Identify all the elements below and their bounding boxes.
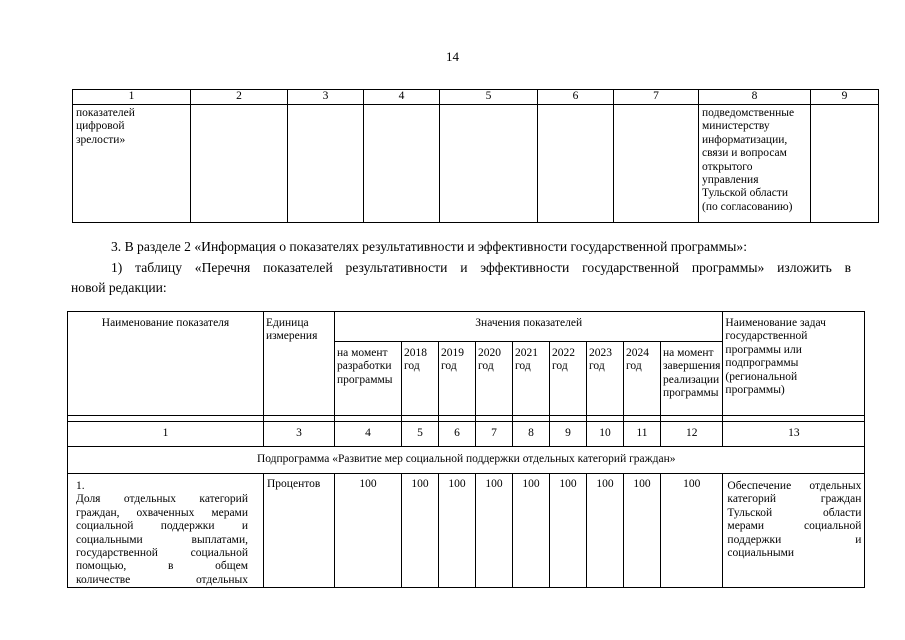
year-header: 2019 год xyxy=(439,342,476,416)
empty-cell xyxy=(364,105,440,223)
empty-cell xyxy=(288,105,364,223)
col-header: 1 xyxy=(73,90,191,105)
year-header: 2018 год xyxy=(402,342,439,416)
year-header: 2024 год xyxy=(624,342,661,416)
executor-cell: подведомственные министерству информатизации, связи и вопросам открытого управления Тульской области (по согласованию) xyxy=(699,105,811,223)
col-number: 6 xyxy=(439,422,476,447)
table-row xyxy=(68,474,865,588)
value-cell: 100 xyxy=(439,474,476,588)
indicator-name-header: Наименование показателя xyxy=(68,312,264,416)
subprogram-title: Подпрограмма «Развитие мер социальной поддержки отдельных категорий граждан» xyxy=(68,447,865,474)
empty-cell xyxy=(614,105,699,223)
value-cell: 100 xyxy=(335,474,402,588)
col-number: 9 xyxy=(550,422,587,447)
col-number: 8 xyxy=(513,422,550,447)
paragraph-item-1: 1) таблицу «Перечня показателей результативности и эффективности государственной программы» изложить в xyxy=(111,260,851,275)
indicator-cell xyxy=(68,474,264,588)
year-header: 2023 год xyxy=(587,342,624,416)
empty-cell xyxy=(811,105,879,223)
value-cell: 100 xyxy=(476,474,513,588)
start-header: на момент разработки программы xyxy=(335,342,402,416)
tasks-header: Наименование задач государственной программы или подпрограммы (региональной программы) xyxy=(723,312,865,416)
indicators-table xyxy=(67,311,865,588)
col-number: 12 xyxy=(661,422,723,447)
value-cell: 100 xyxy=(661,474,723,588)
end-header: на момент завершения реализации программы xyxy=(661,342,723,416)
col-number: 3 xyxy=(264,422,335,447)
unit-cell: Процентов xyxy=(264,474,335,588)
year-header: 2020 год xyxy=(476,342,513,416)
value-cell: 100 xyxy=(587,474,624,588)
continuation-table xyxy=(72,89,879,223)
paragraph-item-1-cont: новой редакции: xyxy=(71,280,167,295)
col-number: 1 xyxy=(68,422,264,447)
empty-cell xyxy=(191,105,288,223)
value-cell: 100 xyxy=(550,474,587,588)
col-header: 3 xyxy=(288,90,364,105)
table-row xyxy=(73,105,879,223)
value-cell: 100 xyxy=(513,474,550,588)
column-numbers-row xyxy=(68,422,865,447)
col-number: 7 xyxy=(476,422,513,447)
header-row xyxy=(68,312,865,342)
year-header: 2021 год xyxy=(513,342,550,416)
indicator-name: Доля отдельных категорий граждан, охваченных мерами социальной поддержки и социальными выплатами, государственной социальной помощью, в общем количестве отдельных xyxy=(76,493,248,586)
col-header: 9 xyxy=(811,90,879,105)
header-row xyxy=(73,90,879,105)
value-cell: 100 xyxy=(624,474,661,588)
page-number: 14 xyxy=(446,49,459,64)
paragraph-section-3: 3. В разделе 2 «Информация о показателях результативности и эффективности государственной программы»: xyxy=(111,239,747,254)
col-number: 5 xyxy=(402,422,439,447)
task-cell: Обеспечение отдельных категорий граждан Тульской области мерами социальной поддержки и социальными xyxy=(723,474,865,588)
col-header: 4 xyxy=(364,90,440,105)
col-header: 5 xyxy=(440,90,538,105)
col-number: 13 xyxy=(723,422,865,447)
col-number: 10 xyxy=(587,422,624,447)
col-header: 7 xyxy=(614,90,699,105)
unit-header: Единица измерения xyxy=(264,312,335,416)
indicator-cell: показателей цифровой зрелости» xyxy=(73,105,191,223)
col-number: 4 xyxy=(335,422,402,447)
row-index: 1. xyxy=(76,480,85,492)
value-cell: 100 xyxy=(402,474,439,588)
empty-cell xyxy=(440,105,538,223)
year-header: 2022 год xyxy=(550,342,587,416)
values-header: Значения показателей xyxy=(335,312,723,342)
subprogram-row xyxy=(68,447,865,474)
empty-cell xyxy=(538,105,614,223)
col-header: 2 xyxy=(191,90,288,105)
col-header: 6 xyxy=(538,90,614,105)
col-number: 11 xyxy=(624,422,661,447)
col-header: 8 xyxy=(699,90,811,105)
